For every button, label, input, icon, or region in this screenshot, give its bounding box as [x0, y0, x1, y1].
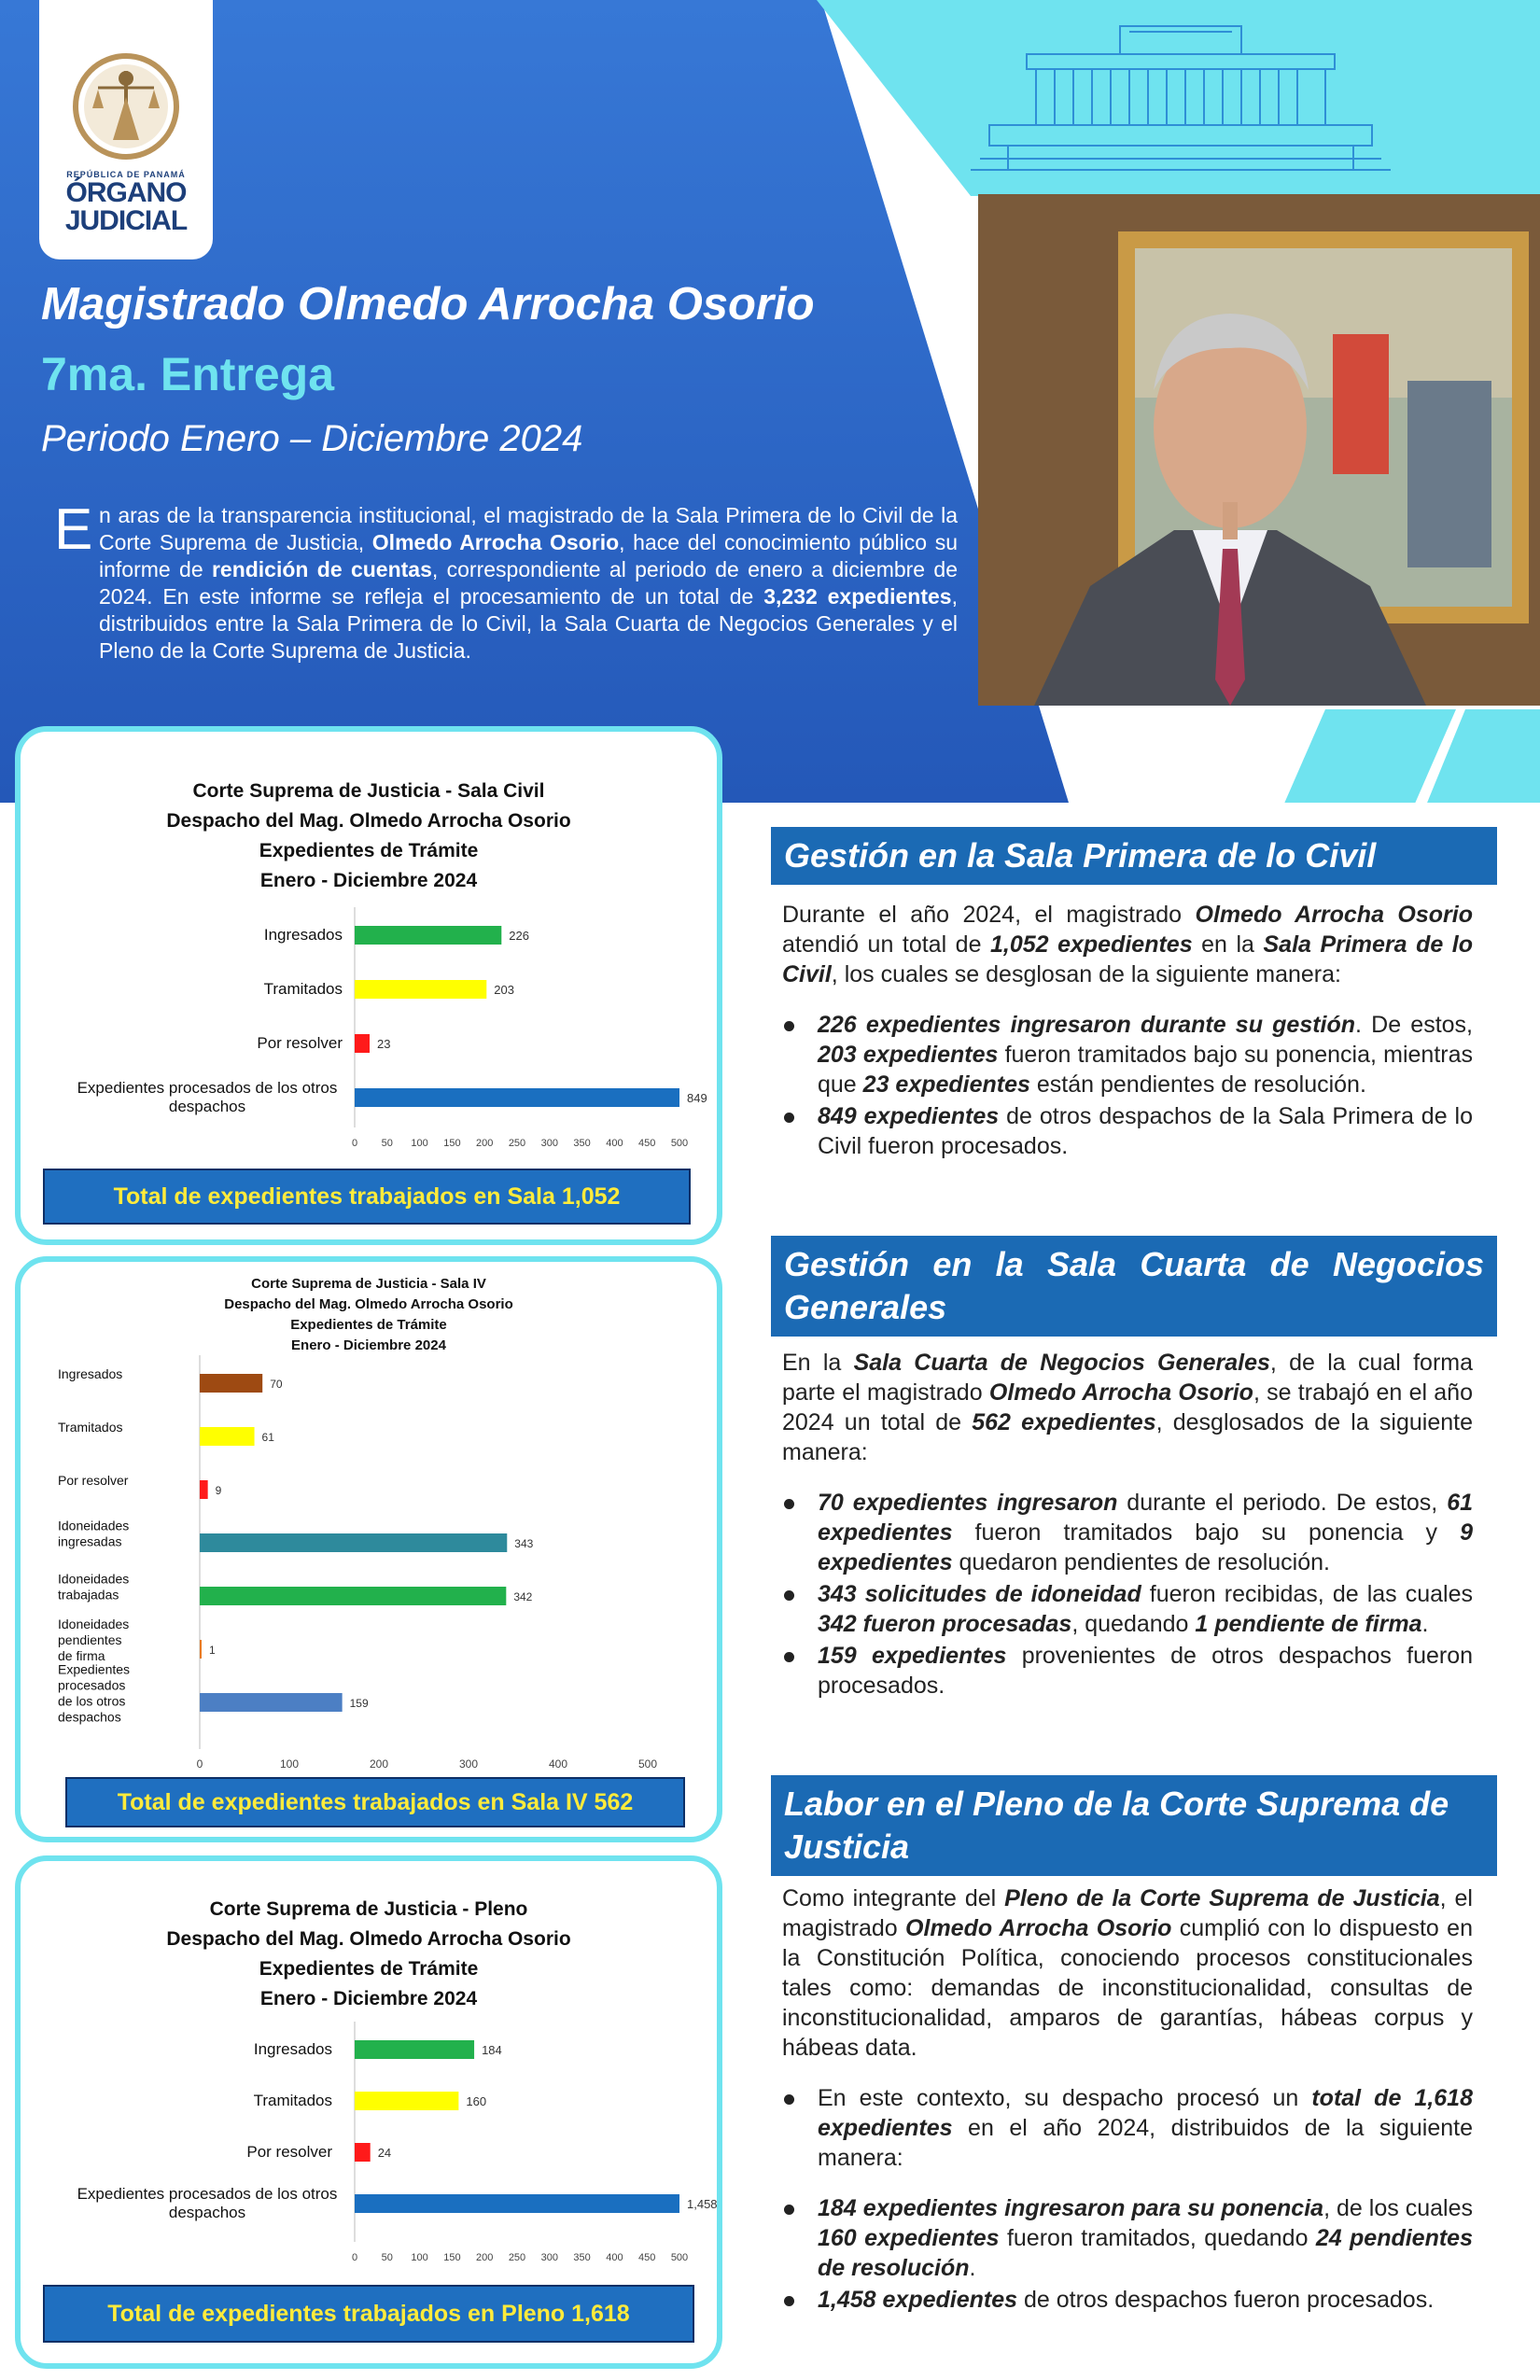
chart-subtitle: Enero - Diciembre 2024 — [291, 1337, 446, 1353]
bar-value-label: 61 — [261, 1431, 274, 1444]
bar-value-label: 849 — [687, 1091, 707, 1105]
heading-sala-cuarta: Gestión en la Sala Cuarta de Negocios Generales — [771, 1236, 1497, 1337]
category-label-line: Idoneidades — [58, 1571, 130, 1587]
x-tick-label: 450 — [638, 1138, 656, 1149]
x-tick-label: 500 — [637, 1757, 658, 1771]
chart-sala-civil — [21, 732, 717, 1239]
text-span: 343 solicitudes de idoneidad — [818, 1581, 1141, 1607]
civil-text: en la — [1192, 931, 1264, 958]
total-pleno: Total de expedientes trabajados en Pleno 1,618 — [43, 2285, 694, 2343]
chart-title: Corte Suprema de Justicia - Sala Civil — [192, 780, 545, 802]
text-span: , de la cual forma parte el magistrado — [782, 1350, 1473, 1406]
text-span: provenientes de otros despachos fueron procesados. — [818, 1643, 1474, 1699]
bar — [355, 2143, 371, 2162]
category-label — [77, 2185, 338, 2221]
chart-subtitle: Despacho del Mag. Olmedo Arrocha Osorio — [224, 1296, 513, 1312]
category-label-line: procesados — [58, 1677, 126, 1693]
text-span: Como integrante del — [782, 1885, 1005, 1911]
category-label — [254, 2040, 332, 2058]
intro-bold-3: 3,232 expedientes — [763, 584, 952, 609]
chart-subtitle: Expedientes de Trámite — [290, 1317, 447, 1333]
chart-card-sala-civil — [15, 726, 722, 1245]
text-span: , se trabajó en el año 2024 un total de — [782, 1379, 1473, 1435]
bar — [200, 1640, 202, 1659]
category-label-line: Expedientes — [58, 1661, 131, 1677]
x-tick-label: 0 — [351, 1138, 358, 1149]
text-span: 1 pendiente de firma — [1195, 1611, 1422, 1637]
text-span: 70 expedientes ingresaron — [818, 1490, 1118, 1516]
cuarta-bullet-1 — [782, 1488, 1473, 1577]
category-label-line: trabajadas — [58, 1587, 119, 1603]
section-sala-cuarta — [782, 1348, 1473, 1702]
x-tick-label: 200 — [476, 2252, 494, 2263]
civil-text: , los cuales se desglosan de la siguiente manera: — [831, 961, 1341, 987]
x-tick-label: 200 — [476, 1138, 494, 1149]
text-span: . — [969, 2255, 976, 2281]
bar — [355, 1088, 679, 1107]
bar — [355, 2194, 679, 2213]
category-label-line: Expedientes procesados de los otros — [77, 1079, 338, 1097]
x-tick-label: 300 — [540, 2252, 558, 2263]
category-label-line: de los otros — [58, 1693, 126, 1709]
category-label-line: Idoneidades — [58, 1518, 130, 1533]
text-span: 61 expedientes — [818, 1490, 1473, 1546]
heading-sala-civil: Gestión en la Sala Primera de lo Civil — [771, 827, 1497, 885]
intro-text-4: , distribuidos entre la Sala Primera de lo Civil, la Sala Cuarta de Negocios Generales y el Pleno de la Corte Suprema de Justicia. — [99, 584, 958, 663]
heading-pleno: Labor en el Pleno de la Corte Suprema de Justicia — [771, 1775, 1497, 1876]
text-span: 203 expedientes — [818, 1042, 999, 1068]
x-tick-label: 300 — [540, 1138, 558, 1149]
x-tick-label: 100 — [411, 1138, 428, 1149]
chart-subtitle: Enero - Diciembre 2024 — [259, 870, 478, 891]
category-label — [58, 1617, 129, 1663]
intro-text-3: , correspondiente al periodo de enero a diciembre de 2024. En este informe se refleja el procesamiento de un total de — [99, 557, 959, 609]
category-label-line: de firma — [58, 1648, 105, 1663]
x-tick-label: 500 — [670, 2252, 689, 2263]
x-tick-label: 0 — [196, 1757, 203, 1771]
intro-paragraph — [54, 497, 959, 665]
page-title: Magistrado Olmedo Arrocha Osorio — [41, 279, 815, 329]
chart-subtitle: Despacho del Mag. Olmedo Arrocha Osorio — [166, 1928, 571, 1950]
category-label-line: Ingresados — [58, 1366, 123, 1381]
text-span: 159 expedientes — [818, 1643, 1007, 1669]
chart-card-pleno — [15, 1855, 722, 2369]
bar — [355, 1034, 370, 1053]
x-tick-label: 400 — [606, 1138, 623, 1149]
cuarta-bullet-2 — [782, 1579, 1473, 1639]
x-tick-label: 50 — [381, 2252, 393, 2263]
bar — [355, 980, 486, 999]
category-label — [246, 2143, 332, 2161]
text-span: Pleno de la Corte Suprema de Justicia — [1004, 1885, 1440, 1911]
text-span: 1,458 expedientes — [818, 2287, 1018, 2313]
bar-value-label: 70 — [270, 1378, 283, 1391]
text-span: . De estos, — [1355, 1012, 1474, 1038]
x-tick-label: 400 — [606, 2252, 623, 2263]
text-span: Olmedo Arrocha Osorio — [905, 1915, 1172, 1941]
text-span: de otros despachos de la Sala Primera de lo Civil fueron procesados. — [818, 1103, 1473, 1159]
total-sala-iv: Total de expedientes trabajados en Sala IV 562 — [65, 1777, 685, 1827]
bar-value-label: 184 — [482, 2043, 502, 2057]
text-span: Olmedo Arrocha Osorio — [988, 1379, 1253, 1406]
cuarta-bullet-3 — [782, 1641, 1473, 1701]
bar — [355, 926, 501, 945]
section-pleno — [782, 1883, 1473, 2317]
bar — [200, 1693, 343, 1712]
category-label — [264, 926, 343, 944]
logo-line2: JUDICIAL — [64, 205, 188, 236]
civil-bold: Olmedo Arrocha Osorio — [1195, 902, 1473, 928]
text-span: fueron tramitados, quedando — [999, 2225, 1316, 2251]
civil-bold: 1,052 expedientes — [990, 931, 1193, 958]
bar-value-label: 24 — [377, 2146, 392, 2160]
chart-subtitle: Expedientes de Trámite — [259, 840, 479, 861]
text-span: 160 expedientes — [818, 2225, 1000, 2251]
civil-bold: Sala Primera de lo Civil — [782, 931, 1474, 987]
category-label-line: Ingresados — [263, 926, 343, 944]
text-span: 24 pendientes de resolución — [818, 2225, 1473, 2281]
x-tick-label: 400 — [548, 1757, 568, 1771]
x-tick-label: 200 — [369, 1757, 389, 1771]
category-label — [58, 1420, 123, 1435]
x-tick-label: 0 — [351, 2252, 358, 2263]
civil-text: Durante el año 2024, el magistrado — [782, 902, 1196, 928]
text-span: 23 expedientes — [862, 1071, 1030, 1098]
x-tick-label: 500 — [670, 1138, 689, 1149]
category-label — [58, 1519, 129, 1549]
text-span: , quedando — [1071, 1611, 1196, 1637]
category-label-line: Expedientes procesados de los otros — [77, 2185, 338, 2203]
bar-value-label: 342 — [513, 1590, 533, 1603]
chart-title: Corte Suprema de Justicia - Sala IV — [251, 1276, 486, 1292]
category-label — [58, 1572, 129, 1603]
category-label-line: despachos — [168, 2204, 246, 2221]
bar — [355, 2040, 474, 2059]
chart-subtitle: Enero - Diciembre 2024 — [259, 1988, 478, 2009]
category-label-line: pendientes — [58, 1632, 122, 1647]
pleno-bullet-0 — [782, 2083, 1473, 2173]
bar-value-label: 203 — [494, 983, 514, 997]
text-span: Sala Cuarta de Negocios Generales — [853, 1350, 1270, 1376]
section-sala-civil — [782, 900, 1473, 1163]
category-label-line: despachos — [58, 1709, 121, 1725]
text-span: están pendientes de resolución. — [1029, 1071, 1366, 1098]
intro-bold-2: rendición de cuentas — [211, 557, 432, 581]
x-tick-label: 300 — [458, 1757, 479, 1771]
category-label-line: Tramitados — [58, 1420, 123, 1435]
category-label — [264, 980, 343, 998]
category-label-line: Tramitados — [263, 980, 343, 998]
justice-scales-emblem-icon — [70, 50, 182, 162]
bar — [200, 1480, 208, 1499]
category-label — [254, 2092, 332, 2109]
bar-value-label: 159 — [349, 1697, 369, 1710]
logo — [39, 0, 213, 259]
chart-card-sala-iv — [15, 1256, 722, 1842]
bar-value-label: 1,458 — [687, 2197, 718, 2211]
category-label-line: ingresadas — [58, 1533, 122, 1549]
category-label-line: Tramitados — [253, 2092, 332, 2109]
x-tick-label: 100 — [279, 1757, 300, 1771]
text-span: 9 expedientes — [818, 1519, 1473, 1575]
text-span: 562 expedientes — [972, 1409, 1156, 1435]
text-span: quedaron pendientes de resolución. — [952, 1549, 1330, 1575]
text-span: fueron tramitados bajo su ponencia y — [952, 1519, 1461, 1546]
text-span: fueron tramitados bajo su ponencia, mientras que — [818, 1042, 1473, 1098]
text-span: , desglosados de la siguiente manera: — [782, 1409, 1473, 1465]
bar — [200, 1533, 507, 1552]
category-label-line: Por resolver — [257, 1034, 343, 1052]
civil-bullet-2 — [782, 1101, 1473, 1161]
intro-text-1: n aras de la transparencia institucional, el magistrado de la Sala Primera de lo Civil de la Corte Suprema de Justicia, — [99, 503, 958, 554]
chart-sala-iv — [21, 1262, 717, 1837]
intro-bold-1: Olmedo Arrocha Osorio — [371, 530, 620, 554]
text-span: cumplió con lo dispuesto en la Constitución Política, conociendo procesos constitucionales tales como: demandas de inconstitucionalidad, consultas de inconstitucionalidad, amparos de garantías, hábeas corpus y hábeas data. — [782, 1915, 1473, 2061]
text-span: En la — [782, 1350, 854, 1376]
x-tick-label: 150 — [443, 2252, 461, 2263]
text-span: total de 1,618 expedientes — [818, 2085, 1473, 2141]
category-label-line: Por resolver — [246, 2143, 332, 2161]
logo-line1: ÓRGANO — [65, 177, 187, 208]
text-span: de otros despachos fueron procesados. — [1017, 2287, 1435, 2313]
text-span: 342 fueron procesadas — [818, 1611, 1072, 1637]
bar-value-label: 160 — [466, 2094, 487, 2108]
text-span: 184 expedientes ingresaron para su ponencia — [818, 2195, 1324, 2221]
text-span: , de los cuales — [1323, 2195, 1473, 2221]
x-tick-label: 250 — [508, 1138, 526, 1149]
chart-subtitle: Expedientes de Trámite — [259, 1958, 479, 1980]
magistrate-portrait — [978, 194, 1540, 706]
category-label — [77, 1079, 338, 1115]
total-sala-civil: Total de expedientes trabajados en Sala 1,052 — [43, 1169, 691, 1225]
x-tick-label: 150 — [443, 1138, 461, 1149]
edition-label: 7ma. Entrega — [41, 348, 335, 400]
category-label-line: Por resolver — [58, 1473, 129, 1488]
intro-text-2: , hace del conocimiento público su informe de — [99, 530, 958, 581]
x-tick-label: 350 — [573, 2252, 591, 2263]
dropcap: E — [54, 497, 93, 562]
pleno-bullet-2 — [782, 2285, 1473, 2315]
text-span: 849 expedientes — [818, 1103, 1000, 1129]
text-span: en el año 2024, distribuidos de la siguiente manera: — [818, 2115, 1473, 2171]
text-span: . — [1421, 1611, 1429, 1637]
category-label — [257, 1034, 343, 1052]
text-span: durante el periodo. De estos, — [1117, 1490, 1448, 1516]
category-label — [58, 1366, 122, 1381]
bar — [200, 1374, 262, 1393]
text-span: fueron recibidas, de las cuales — [1141, 1581, 1473, 1607]
text-span: 226 expedientes ingresaron durante su gestión — [818, 1012, 1356, 1038]
bar — [200, 1587, 506, 1605]
text-span: En este contexto, su despacho procesó un — [818, 2085, 1312, 2111]
bar-value-label: 226 — [509, 929, 529, 943]
x-tick-label: 250 — [508, 2252, 526, 2263]
bar — [200, 1427, 255, 1446]
bar-value-label: 343 — [514, 1537, 534, 1550]
civil-text: atendió un total de — [782, 931, 991, 958]
category-label-line: Idoneidades — [58, 1617, 130, 1631]
chart-title: Corte Suprema de Justicia - Pleno — [209, 1898, 528, 1920]
x-tick-label: 450 — [638, 2252, 656, 2263]
text-span: , el magistrado — [782, 1885, 1473, 1941]
chart-subtitle: Despacho del Mag. Olmedo Arrocha Osorio — [166, 810, 571, 832]
logo-country: REPÚBLICA DE PANAMÁ — [66, 170, 186, 179]
bar-value-label: 1 — [209, 1644, 216, 1657]
category-label — [58, 1473, 129, 1488]
x-tick-label: 100 — [411, 2252, 428, 2263]
bar-value-label: 23 — [377, 1037, 391, 1051]
bar-value-label: 9 — [215, 1484, 222, 1497]
civil-bullet-1 — [782, 1010, 1473, 1099]
bar — [355, 2092, 458, 2110]
period-label: Periodo Enero – Diciembre 2024 — [41, 418, 583, 459]
x-tick-label: 350 — [573, 1138, 591, 1149]
pleno-bullet-1 — [782, 2193, 1473, 2283]
category-label-line: Ingresados — [253, 2040, 332, 2058]
category-label — [58, 1662, 130, 1725]
x-tick-label: 50 — [381, 1138, 393, 1149]
category-label-line: despachos — [168, 1098, 246, 1115]
